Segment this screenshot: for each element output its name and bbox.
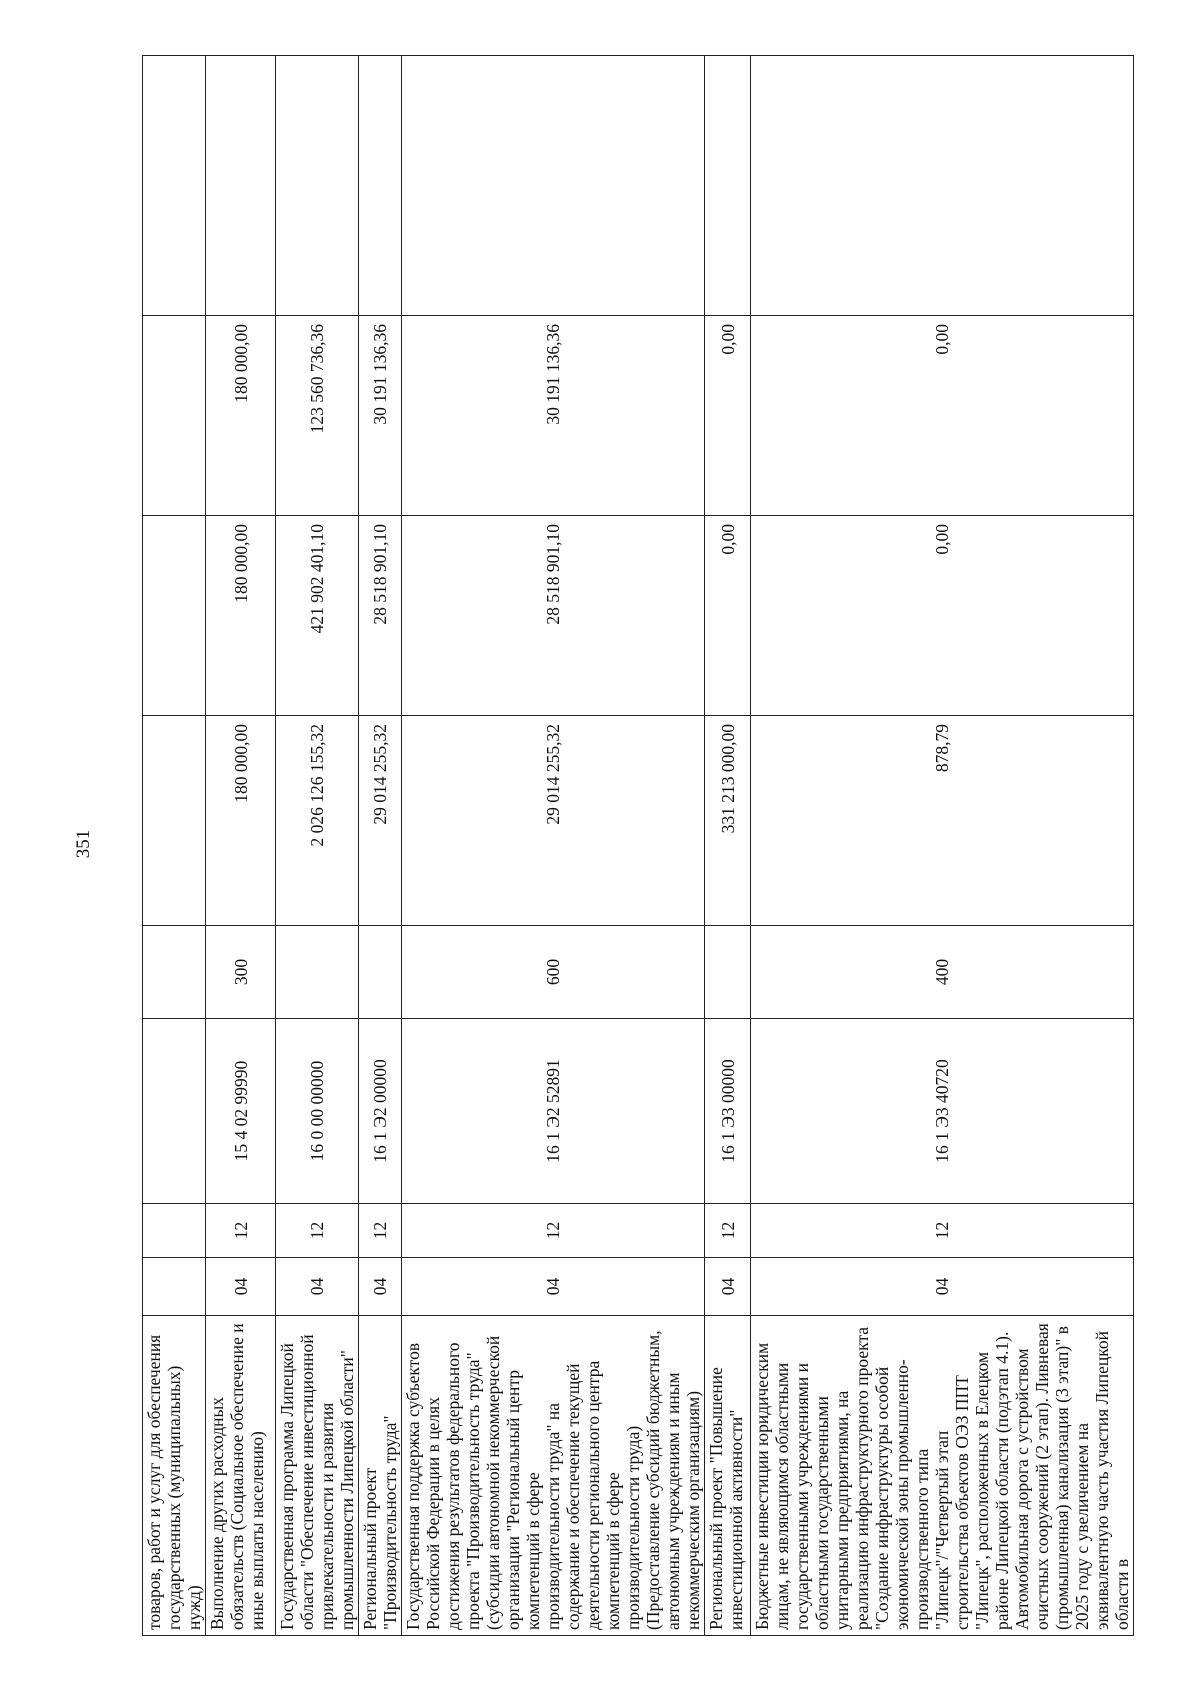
amount-2: 28 518 901,10 <box>359 516 402 716</box>
expense-type-code: 600 <box>402 926 705 1019</box>
section-code: 04 <box>751 1258 1134 1316</box>
target-article-code: 16 1 Э3 00000 <box>705 1019 751 1204</box>
amount-1: 878,79 <box>751 716 1134 926</box>
amount-3: 30 191 136,36 <box>402 316 705 516</box>
table-row <box>402 56 705 1636</box>
amount-2 <box>143 516 206 716</box>
subsection-code: 12 <box>751 1204 1134 1258</box>
page-number: 351 <box>73 829 94 859</box>
row-name: товаров, работ и услуг для обеспечения государственных (муниципальных) нужд) <box>143 1316 206 1636</box>
table-row <box>143 56 206 1636</box>
target-article-code: 16 0 00 00000 <box>276 1019 359 1204</box>
amount-2: 28 518 901,10 <box>402 516 705 716</box>
amount-1: 180 000,00 <box>206 716 276 926</box>
amount-2: 0,00 <box>751 516 1134 716</box>
expense-type-code: 300 <box>206 926 276 1019</box>
budget-table <box>142 55 1134 1636</box>
target-article-code: 16 1 Э2 52891 <box>402 1019 705 1204</box>
row-name: Государственная программа Липецкой области "Обеспечение инвестиционной привлекательности и развития промышленности Липецкой области" <box>276 1316 359 1636</box>
expense-type-code <box>359 926 402 1019</box>
row-name: Выполнение других расходных обязательств (Социальное обеспечение и иные выплаты населению) <box>206 1316 276 1636</box>
subsection-code: 12 <box>359 1204 402 1258</box>
amount-1 <box>143 716 206 926</box>
amount-1: 29 014 255,32 <box>359 716 402 926</box>
amount-4 <box>143 56 206 316</box>
subsection-code: 12 <box>206 1204 276 1258</box>
target-article-code: 15 4 02 99990 <box>206 1019 276 1204</box>
amount-1: 331 213 000,00 <box>705 716 751 926</box>
expense-type-code <box>705 926 751 1019</box>
subsection-code <box>143 1204 206 1258</box>
row-name: Бюджетные инвестиции юридическим лицам, не являющимся областными государственными учреждениями и областными государственными унитарными предприятиями, на реализацию инфраструктурного проекта "Создание инфраструктуры особой экономической зоны промышленно-производственного типа "Липецк"/"Четвертый этап строительства объектов ОЭЗ ППТ "Липецк", расположенных в Елецком районе Липецкой области (подэтап 4.1). Автомобильная дорога с устройством очистных сооружений (2 этап). Ливневая (промышленная) канализация (3 этап)" в 2025 году с увеличением на эквивалентную часть участия Липецкой области в <box>751 1316 1134 1636</box>
target-article-code <box>143 1019 206 1204</box>
amount-2: 421 902 401,10 <box>276 516 359 716</box>
amount-3: 30 191 136,36 <box>359 316 402 516</box>
amount-2: 180 000,00 <box>206 516 276 716</box>
amount-4 <box>705 56 751 316</box>
section-code: 04 <box>705 1258 751 1316</box>
row-name: Государственная поддержка субъектов Российской Федерации в целях достижения результатов федерального проекта "Производительность труда" (субсидии автономной некоммерческой организации "Региональный центр компетенций в сфере производительности труда" на содержание и обеспечение текущей деятельности регионального центра компетенций в сфере производительности труда) (Предоставление субсидий бюджетным, автономным учреждениям и иным некоммерческим организациям) <box>402 1316 705 1636</box>
section-code: 04 <box>402 1258 705 1316</box>
table-row <box>276 56 359 1636</box>
table-row <box>705 56 751 1636</box>
table-row <box>359 56 402 1636</box>
target-article-code: 16 1 Э2 00000 <box>359 1019 402 1204</box>
amount-4 <box>206 56 276 316</box>
target-article-code: 16 1 Э3 40720 <box>751 1019 1134 1204</box>
section-code <box>143 1258 206 1316</box>
row-name: Региональный проект "Производительность труда" <box>359 1316 402 1636</box>
row-name: Региональный проект "Повышение инвестиционной активности" <box>705 1316 751 1636</box>
subsection-code: 12 <box>402 1204 705 1258</box>
amount-2: 0,00 <box>705 516 751 716</box>
section-code: 04 <box>276 1258 359 1316</box>
amount-4 <box>751 56 1134 316</box>
table-row <box>206 56 276 1636</box>
subsection-code: 12 <box>705 1204 751 1258</box>
amount-4 <box>276 56 359 316</box>
amount-3: 180 000,00 <box>206 316 276 516</box>
section-code: 04 <box>206 1258 276 1316</box>
subsection-code: 12 <box>276 1204 359 1258</box>
amount-3: 0,00 <box>751 316 1134 516</box>
budget-sheet <box>142 56 1132 1636</box>
expense-type-code <box>276 926 359 1019</box>
expense-type-code <box>143 926 206 1019</box>
amount-4 <box>359 56 402 316</box>
table-row <box>751 56 1134 1636</box>
amount-1: 29 014 255,32 <box>402 716 705 926</box>
amount-3 <box>143 316 206 516</box>
amount-4 <box>402 56 705 316</box>
expense-type-code: 400 <box>751 926 1134 1019</box>
amount-1: 2 026 126 155,32 <box>276 716 359 926</box>
amount-3: 123 560 736,36 <box>276 316 359 516</box>
amount-3: 0,00 <box>705 316 751 516</box>
section-code: 04 <box>359 1258 402 1316</box>
